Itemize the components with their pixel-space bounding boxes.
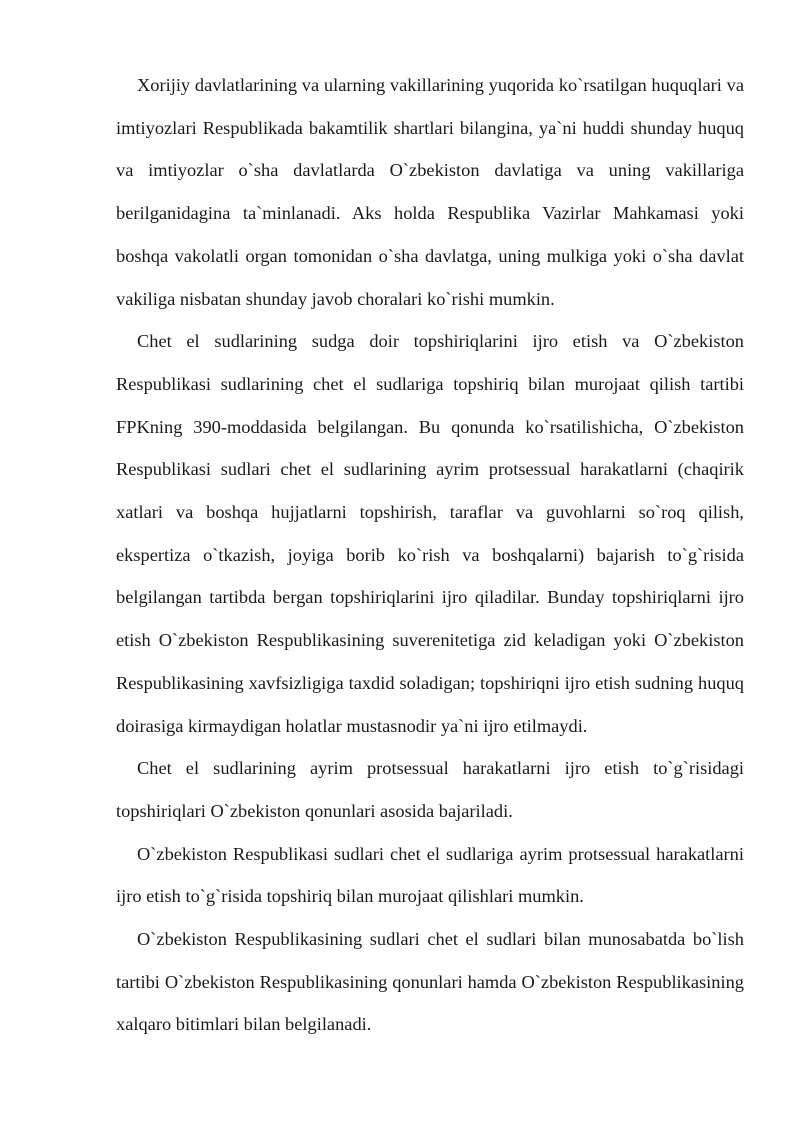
paragraph-uzbek-court-requests: O`zbekiston Respublikasi sudlari chet el sudlariga ayrim protsessual harakatlarni ijro etish to`g`risida topshiriq bilan murojaat qilishlari mumkin.: [116, 843, 744, 907]
paragraph-relations-order: O`zbekiston Respublikasining sudlari chet el sudlari bilan munosabatda bo`lish tartibi O`zbekiston Respublikasining qonunlari hamda O`zbekiston Respublikasining xalqaro bitimlari bilan belgilanadi.: [116, 929, 744, 1035]
paragraph-execution-basis: Chet el sudlarining ayrim protsessual harakatlarni ijro etish to`g`risidagi topshiriqlari O`zbekiston qonunlari asosida bajariladi.: [116, 758, 744, 821]
paragraph-reciprocity: Xorijiy davlatlarining va ularning vakillarining yuqorida ko`rsatilgan huquqlari va imtiyozlari Respublikada bakamtilik shartlari bilangina, ya`ni huddi shunday huquq va imtiyozlar o`sha davlatlarda O`zbekiston davlatiga va uning vakillariga berilganidagina ta`minlanadi. Aks holda Respublika Vazirlar Mahkamasi yoki boshqa vakolatli organ tomonidan o`sha davlatga, uning mulkiga yoki o`sha davlat vakiliga nisbatan shunday javob choralari ko`rishi mumkin.: [116, 75, 744, 309]
paragraph-foreign-court-requests: Chet el sudlarining sudga doir topshiriqlarini ijro etish va O`zbekiston Respublikasi sudlarining chet el sudlariga topshiriq bilan murojaat qilish tartibi FPKning 390-moddasida belgilangan. Bu qonunda ko`rsatilishicha, O`zbekiston Respublikasi sudlari chet el sudlarining ayrim protsessual harakatlarni (chaqirik xatlari va boshqa hujjatlarni topshirish, taraflar va guvohlarni so`roq qilish, ekspertiza o`tkazish, joyiga borib ko`rish va boshqalarni) bajarish to`g`risida belgilangan tartibda bergan topshiriqlarini ijro qiladilar. Bunday topshiriqlarni ijro etish O`zbekiston Respublikasining suverenitetiga zid keladigan yoki O`zbekiston Respublikasining xavfsizligiga taxdid soladigan; topshiriqni ijro etish sudning huquq doirasiga kirmaydigan holatlar mustasnodir ya`ni ijro etilmaydi.: [116, 331, 744, 736]
